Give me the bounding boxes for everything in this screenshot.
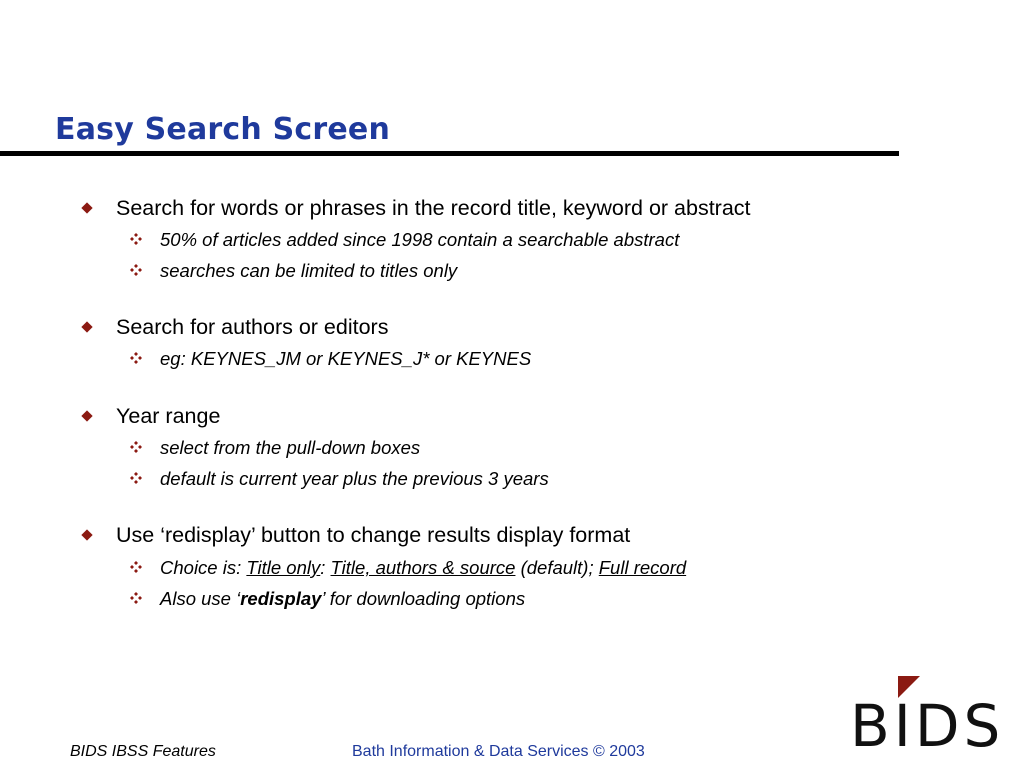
four-diamond-bullet-icon [130,352,142,364]
sub-bullet-text: 50% of articles added since 1998 contain a searchable abstract [160,229,680,250]
bullet-text: Use ‘redisplay’ button to change results display format [116,523,631,547]
also-line [160,588,525,610]
sub-bullet-text: eg: KEYNES_JM or KEYNES_J* or KEYNES [160,348,532,369]
also-bold: redisplay [240,588,322,609]
choice-sep: : [320,557,331,578]
bullet-text: Search for authors or editors [116,315,389,339]
slide-title: Easy Search Screen [55,112,391,147]
choice-prefix: Choice is: [160,557,247,578]
four-diamond-bullet-icon [130,233,142,245]
bids-logo [850,674,1010,760]
option-title-authors-source: Title, authors & source [330,557,516,578]
diamond-bullet-icon [81,529,92,540]
four-diamond-bullet-icon [130,592,142,604]
footer-left: BIDS IBSS Features [70,743,216,760]
diamond-bullet-icon [81,410,92,421]
also-prefix: Also use ‘ [160,588,241,609]
logo-text: BIDS [850,692,1005,760]
four-diamond-bullet-icon [130,472,142,484]
choice-mid: (default); [515,557,599,578]
four-diamond-bullet-icon [130,441,142,453]
bullet-text: Search for words or phrases in the record title, keyword or abstract [116,196,751,220]
choice-line [160,557,686,579]
sub-bullet-text: select from the pull-down boxes [160,437,421,458]
footer-center: Bath Information & Data Services © 2003 [352,743,645,760]
diamond-bullet-icon [81,321,92,332]
four-diamond-bullet-icon [130,264,142,276]
sub-bullet-text: searches can be limited to titles only [160,260,458,281]
diamond-bullet-icon [81,202,92,213]
sub-bullet-text: default is current year plus the previous 3 years [160,468,549,489]
bullet-text: Year range [116,404,221,428]
four-diamond-bullet-icon [130,561,142,573]
option-full-record: Full record [598,557,687,578]
also-suffix: ’ for downloading options [321,588,526,609]
option-title-only: Title only [246,557,321,578]
title-rule [0,151,899,156]
